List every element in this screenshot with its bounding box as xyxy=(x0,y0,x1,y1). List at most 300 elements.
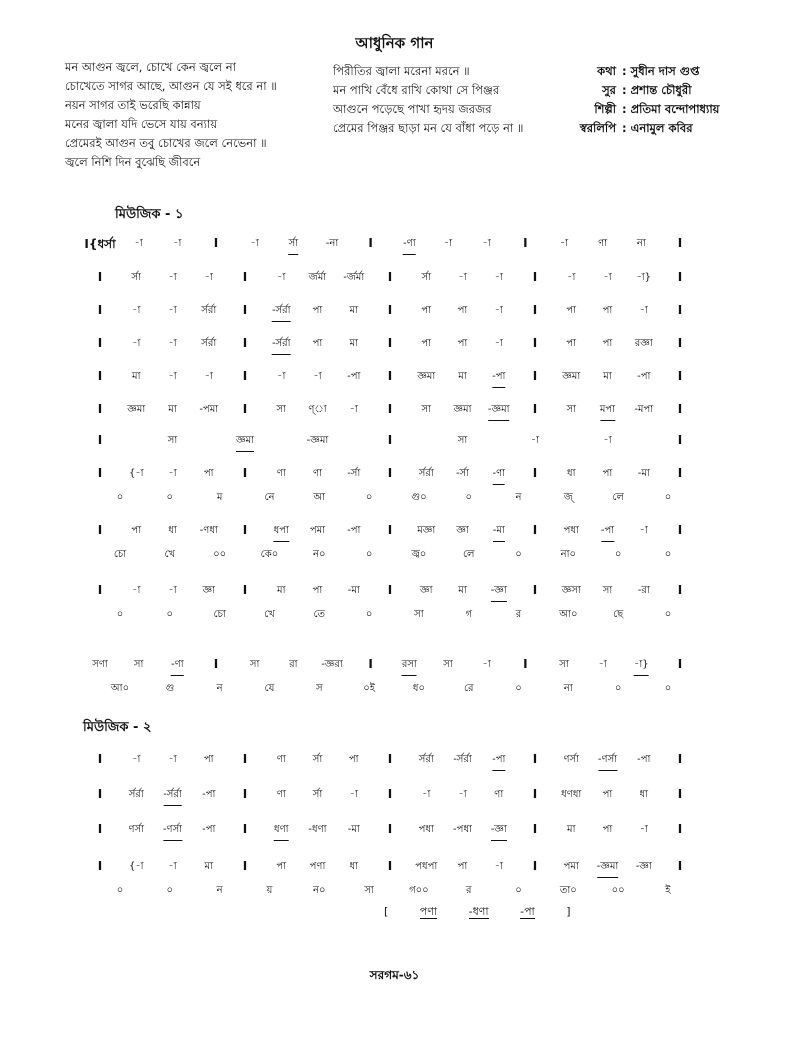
syllable: ০ xyxy=(664,549,672,560)
notation-row xyxy=(0,466,789,486)
bar-line: I xyxy=(532,466,538,480)
note: -র্সর্রা xyxy=(272,336,291,355)
note: পা xyxy=(348,754,359,765)
note: র্সা xyxy=(289,236,299,255)
bar-line: I xyxy=(242,822,248,836)
note: ধা xyxy=(566,468,576,479)
syllable: আ০ xyxy=(110,683,130,694)
note: -পা xyxy=(347,371,361,382)
syllable: যে xyxy=(264,683,275,694)
bar-line: I xyxy=(532,402,538,416)
note: ণা xyxy=(276,789,286,800)
note: -পা xyxy=(347,525,361,536)
credit-label: স্বরলিপি xyxy=(579,121,616,135)
note: -জ্ঞমা xyxy=(306,435,329,446)
bar-line: I xyxy=(387,523,393,537)
bar-line: I xyxy=(677,822,683,836)
bar-line: I xyxy=(677,336,683,350)
note: পা xyxy=(602,468,613,479)
note: পণা xyxy=(419,905,438,918)
note: -া xyxy=(277,371,286,382)
note: -া xyxy=(482,238,491,249)
notation-row xyxy=(0,336,789,356)
notation-lyric-row xyxy=(0,883,789,903)
syllable: ০০ xyxy=(611,885,625,896)
note: -ণা xyxy=(492,466,505,485)
syllable: নে xyxy=(264,492,275,503)
note: -া xyxy=(168,468,177,479)
lyric-line: জ্বলে নিশি দিন বুঝেছি জীবনে xyxy=(65,155,201,169)
bar-line: I xyxy=(387,303,393,317)
bracket-open: [ xyxy=(384,905,389,918)
note: -া xyxy=(494,305,503,316)
note: সা xyxy=(457,435,468,446)
note: ণা xyxy=(276,754,286,765)
credit-label: কথা xyxy=(597,64,616,78)
note: মা xyxy=(168,404,177,415)
note: -মা xyxy=(347,824,360,835)
note: পধা xyxy=(418,824,434,835)
syllable: আ xyxy=(313,492,326,503)
note: -জ্ঞা xyxy=(635,861,652,872)
note: পা xyxy=(602,789,613,800)
notation-lyric-row xyxy=(0,607,789,627)
note: ধা xyxy=(639,789,649,800)
note: -া xyxy=(458,272,467,283)
credit-composer xyxy=(560,81,719,100)
notation-row xyxy=(0,787,789,807)
syllable: ০ই xyxy=(363,683,375,694)
note: পা xyxy=(276,861,287,872)
note: -া xyxy=(204,272,213,283)
bar-line: I xyxy=(532,523,538,537)
lyric-line: নয়ন সাগর তাই ভরেছি কান্নায় xyxy=(65,98,201,112)
bar-line: I xyxy=(387,752,393,766)
note: -পা xyxy=(202,789,216,800)
syllable: ০ xyxy=(365,609,373,620)
notation-row xyxy=(0,752,789,772)
notation-lyric-row xyxy=(0,547,789,567)
note: র্সর্রা xyxy=(128,789,144,800)
lyrics-middle-column xyxy=(333,62,523,138)
note: -র্জর্মা xyxy=(343,272,365,283)
bar-line: I xyxy=(97,822,103,836)
bar-line: I xyxy=(242,402,248,416)
bar-line: I xyxy=(97,303,103,317)
bar-line: I xyxy=(387,787,393,801)
note: -া xyxy=(132,338,141,349)
credit-value: : প্রশান্ত চৌধুরী xyxy=(622,83,692,97)
syllable: জ্ব০ xyxy=(411,549,427,560)
note: -া xyxy=(443,238,453,249)
note: -া xyxy=(168,272,177,283)
note: পধপা xyxy=(415,861,438,872)
note: -া xyxy=(250,238,259,249)
note: সা xyxy=(133,659,144,670)
note: পা xyxy=(312,305,323,316)
bar-line: I xyxy=(242,523,248,537)
syllable: কে০ xyxy=(260,549,279,560)
lyric-line: পিরীতির জ্বালা মরেনা মরনে ॥ xyxy=(333,64,470,78)
note: -া xyxy=(458,789,467,800)
note: -পা xyxy=(202,824,216,835)
credit-value: : প্রতিমা বন্দোপাধ্যায় xyxy=(622,102,720,116)
credits-block xyxy=(560,62,719,138)
page-title: আধুনিক গান xyxy=(355,34,434,52)
lyric-line: আগুনে পড়েছে পাখা হৃদয় জরজর xyxy=(333,102,492,116)
bar-line: I xyxy=(523,236,528,250)
note: -া xyxy=(277,272,286,283)
note: মা xyxy=(132,371,141,382)
note: না xyxy=(636,238,646,249)
note: -রা xyxy=(637,585,650,596)
note: -পা xyxy=(637,754,651,765)
lyric-line: মন পাখি বেঁধে রাখি কোথা সে পিঞ্জর xyxy=(333,83,500,97)
note: জ্ঞমা xyxy=(562,371,581,382)
bar-line: I xyxy=(677,787,683,801)
note: পা xyxy=(131,525,142,536)
bar-line: I xyxy=(97,859,103,873)
bar-line: I xyxy=(532,859,538,873)
syllable: সা xyxy=(364,885,374,896)
credit-value: : এনামুল কবির xyxy=(622,121,693,135)
syllable: ০ xyxy=(614,683,622,694)
syllable: গ০০ xyxy=(409,885,429,896)
bar-line: I xyxy=(387,822,393,836)
note: র্সা xyxy=(312,789,323,800)
note: র্সর্রা xyxy=(201,305,217,316)
syllable: ০০ xyxy=(213,549,227,560)
note: পা xyxy=(602,824,613,835)
syllable: য় xyxy=(266,885,273,896)
bar-line: I xyxy=(97,270,103,284)
note: -া xyxy=(168,754,177,765)
note: -া xyxy=(168,585,177,596)
note: -া xyxy=(559,238,569,249)
note: ধণা xyxy=(274,822,289,841)
bar-line: I xyxy=(677,369,683,383)
syllable: ই xyxy=(665,885,671,896)
note: মা xyxy=(204,861,213,872)
note: -া} xyxy=(636,272,652,283)
note: র্জর্মা xyxy=(308,272,327,283)
note: -র্সা xyxy=(347,468,361,479)
note: -া xyxy=(603,435,612,446)
note: র্সা xyxy=(131,272,142,283)
note: ণা xyxy=(276,468,286,479)
note: -া xyxy=(134,238,143,249)
bar-line: I xyxy=(242,336,248,350)
note: মা xyxy=(277,585,286,596)
bar-line: I xyxy=(242,583,248,597)
syllable: তে xyxy=(313,609,326,620)
page-footer: সরগম-৬১ xyxy=(369,968,420,982)
bar-line: I xyxy=(387,466,393,480)
note: -ণা xyxy=(171,657,184,676)
note: -া xyxy=(132,754,141,765)
syllable: ০ xyxy=(664,683,672,694)
bar-line: I xyxy=(677,433,683,447)
bar-line: I xyxy=(213,236,219,250)
bar-line: I xyxy=(677,583,683,597)
note: পা xyxy=(457,305,468,316)
note: -মপা xyxy=(634,404,654,415)
note: মা xyxy=(458,585,467,596)
lyric-line: চোখেতে সাগর আছে, আগুন যে সই ধরে না ॥ xyxy=(65,79,277,93)
note: ণ্া xyxy=(308,404,327,415)
note: জ্ঞা xyxy=(202,585,215,596)
note: -পা xyxy=(520,905,535,918)
syllable: সা xyxy=(414,609,424,620)
music-1-heading: মিউজিক - ১ xyxy=(115,207,184,222)
note: র্সর্রা xyxy=(418,754,434,765)
notation-row xyxy=(0,402,789,422)
bar-line: I xyxy=(97,369,103,383)
note: সণা xyxy=(92,659,108,670)
note: মা xyxy=(349,305,358,316)
syllable: ন xyxy=(216,683,223,694)
notation-row xyxy=(0,236,789,256)
note: -জ্ঞমা xyxy=(488,402,510,421)
notation-row xyxy=(0,859,789,879)
note: -পা xyxy=(492,369,505,388)
note: রা xyxy=(289,659,298,670)
note: -া xyxy=(204,371,213,382)
note: -া xyxy=(639,525,648,536)
notation-lyric-row xyxy=(0,681,789,701)
note: -ণর্সা xyxy=(163,822,182,841)
bar-line: I xyxy=(532,752,538,766)
bar-line: I xyxy=(532,336,538,350)
syllable: না০ xyxy=(560,549,577,560)
note: -া xyxy=(482,659,491,670)
bar-line: I xyxy=(532,303,538,317)
note: -মা xyxy=(347,585,360,596)
note: রজ্ঞা xyxy=(634,338,653,349)
notation-row xyxy=(0,369,789,389)
note: সা xyxy=(276,404,287,415)
bar-line: I xyxy=(523,657,528,671)
bar-line: I xyxy=(677,657,683,671)
bar-line: I xyxy=(387,402,393,416)
syllable: গু xyxy=(165,683,175,694)
bar-line: I xyxy=(677,270,683,284)
syllable: না xyxy=(563,683,573,694)
note: -া xyxy=(168,371,177,382)
note: সা xyxy=(443,659,453,670)
bar-line: I xyxy=(677,466,683,480)
note: -জ্ঞা xyxy=(491,583,507,602)
syllable: র xyxy=(465,885,472,896)
note: -া xyxy=(494,861,503,872)
note: -পা xyxy=(637,371,651,382)
note: -া xyxy=(422,789,431,800)
syllable: ন xyxy=(515,492,522,503)
syllable: র xyxy=(515,609,522,620)
note: মপা xyxy=(600,402,615,421)
bar-line: I xyxy=(242,752,248,766)
syllable: ন০ xyxy=(313,885,326,896)
bar-line: I xyxy=(387,583,393,597)
lyric-line: মনের জ্বালা যদি ভেসে যায় বন্যায় xyxy=(65,117,218,131)
syllable: গ xyxy=(465,609,472,620)
bar-line: I xyxy=(677,303,683,317)
syllable: চো xyxy=(213,609,226,620)
bar-line: I xyxy=(242,466,248,480)
note: -া xyxy=(132,585,141,596)
note: ধা xyxy=(349,861,359,872)
bar-line: I xyxy=(97,336,103,350)
note: র্সা xyxy=(312,754,323,765)
syllable: ০ xyxy=(166,492,174,503)
notation-row xyxy=(0,270,789,290)
note: -জ্ঞা xyxy=(491,822,507,841)
note: পা xyxy=(602,305,613,316)
note: পমা xyxy=(309,525,326,536)
bar-line: I xyxy=(677,859,683,873)
credit-label: শিল্পী xyxy=(594,102,616,116)
bar-line: I xyxy=(387,270,393,284)
bar-line: I xyxy=(242,270,248,284)
credit-artist xyxy=(560,100,719,119)
note: -া xyxy=(132,305,141,316)
notation-row xyxy=(0,822,789,842)
note: পা xyxy=(312,338,323,349)
note: জ্ঞমা xyxy=(127,404,146,415)
syllable: ০ xyxy=(116,885,124,896)
syllable: স xyxy=(315,683,323,694)
note: মা xyxy=(458,371,467,382)
syllable: ০ xyxy=(664,492,672,503)
note: -পা xyxy=(492,752,505,771)
note: ণা xyxy=(494,789,504,800)
bar-line: I xyxy=(368,236,373,250)
note: র্সা xyxy=(421,272,432,283)
note: ণর্সা xyxy=(563,754,580,765)
note: পা xyxy=(203,468,214,479)
syllable: চো xyxy=(113,549,127,560)
syllable: ০ xyxy=(465,492,472,503)
note: -পা xyxy=(601,523,614,542)
note: পা xyxy=(566,338,577,349)
bar-line: I xyxy=(97,523,103,537)
credit-lyricist xyxy=(560,62,719,81)
note: সা xyxy=(602,585,613,596)
bar-line: I xyxy=(387,336,393,350)
bar-line: I xyxy=(242,859,248,873)
note: জ্ঞা xyxy=(420,585,433,596)
alternate-phrase xyxy=(370,903,585,922)
note: পধা xyxy=(563,525,579,536)
note: জ্ঞমা xyxy=(236,433,254,452)
note: -া xyxy=(639,824,648,835)
note: -ধণা xyxy=(308,824,327,835)
bar-line: I xyxy=(387,859,393,873)
note: জ্ঞা xyxy=(456,525,469,536)
notation-row xyxy=(0,523,789,543)
syllable: ন০ xyxy=(313,549,326,560)
note: মা xyxy=(603,371,612,382)
note: -পমা xyxy=(199,404,219,415)
note: -ণর্সা xyxy=(598,752,617,771)
syllable: ০ xyxy=(515,885,522,896)
note: সা xyxy=(566,404,577,415)
syllable: আ০ xyxy=(559,609,578,620)
bar-line: I xyxy=(97,787,103,801)
note: পা xyxy=(421,338,432,349)
note: পমা xyxy=(563,861,579,872)
bar-line: I xyxy=(532,822,538,836)
credit-value: : সুধীন দাস গুপ্ত xyxy=(622,64,700,78)
note: -া xyxy=(567,272,576,283)
syllable: খে xyxy=(164,549,176,560)
bracket-close: ] xyxy=(566,905,571,918)
note: -র্সর্রা xyxy=(453,754,472,765)
note: -ণধা xyxy=(199,525,218,536)
note: পা xyxy=(203,754,214,765)
note: জ্ঞসা xyxy=(561,585,581,596)
note: -র্সা xyxy=(455,468,470,479)
note: জ্ঞমা xyxy=(417,371,436,382)
syllable: রে xyxy=(463,683,474,694)
note: পা xyxy=(421,305,432,316)
syllable: গু০ xyxy=(411,492,427,503)
bar-line: I xyxy=(97,583,103,597)
syllable: ছে xyxy=(613,609,624,620)
note: -া xyxy=(598,659,607,670)
bar-line: I xyxy=(532,369,538,383)
note: -া xyxy=(494,272,503,283)
credit-notation xyxy=(560,119,719,138)
note: র্সর্রা xyxy=(418,468,434,479)
note: মজ্ঞা xyxy=(417,525,436,536)
bar-line: I xyxy=(242,369,248,383)
note: সা xyxy=(167,435,178,446)
note: -া xyxy=(168,861,177,872)
syllable: ০ xyxy=(116,492,124,503)
notation-row xyxy=(0,657,789,677)
note: -া xyxy=(603,272,612,283)
note: -া xyxy=(349,404,358,415)
note: র্সর্রা xyxy=(201,338,217,349)
note: সা xyxy=(249,659,260,670)
syllable: জ্ xyxy=(563,492,573,503)
notation-row xyxy=(0,433,789,453)
notation-row xyxy=(0,583,789,603)
note: -া} xyxy=(634,657,649,676)
credit-label: সুর xyxy=(602,83,616,97)
note: সা xyxy=(559,659,569,670)
bar-line: I xyxy=(387,433,393,447)
note: জ্ঞমা xyxy=(453,404,472,415)
note: -া xyxy=(494,338,503,349)
bar-line: I xyxy=(677,752,683,766)
note: ণা xyxy=(313,468,322,479)
music-2-heading: মিউজিক - ২ xyxy=(83,720,152,735)
note: মা xyxy=(349,338,358,349)
note: -ধণা xyxy=(468,905,489,918)
note: ণা xyxy=(598,238,608,249)
bar-line: I xyxy=(97,433,103,447)
lyric-line: প্রেমেরই আগুন তবু চোখের জলে নেভেনা ॥ xyxy=(65,136,267,150)
note: -মা xyxy=(637,468,650,479)
bar-line: I xyxy=(677,523,683,537)
syllable: ০ xyxy=(515,549,522,560)
note: মা xyxy=(567,824,576,835)
note: -র্সর্রা xyxy=(163,787,182,806)
note: -া xyxy=(639,305,648,316)
bar-line: I xyxy=(242,787,248,801)
